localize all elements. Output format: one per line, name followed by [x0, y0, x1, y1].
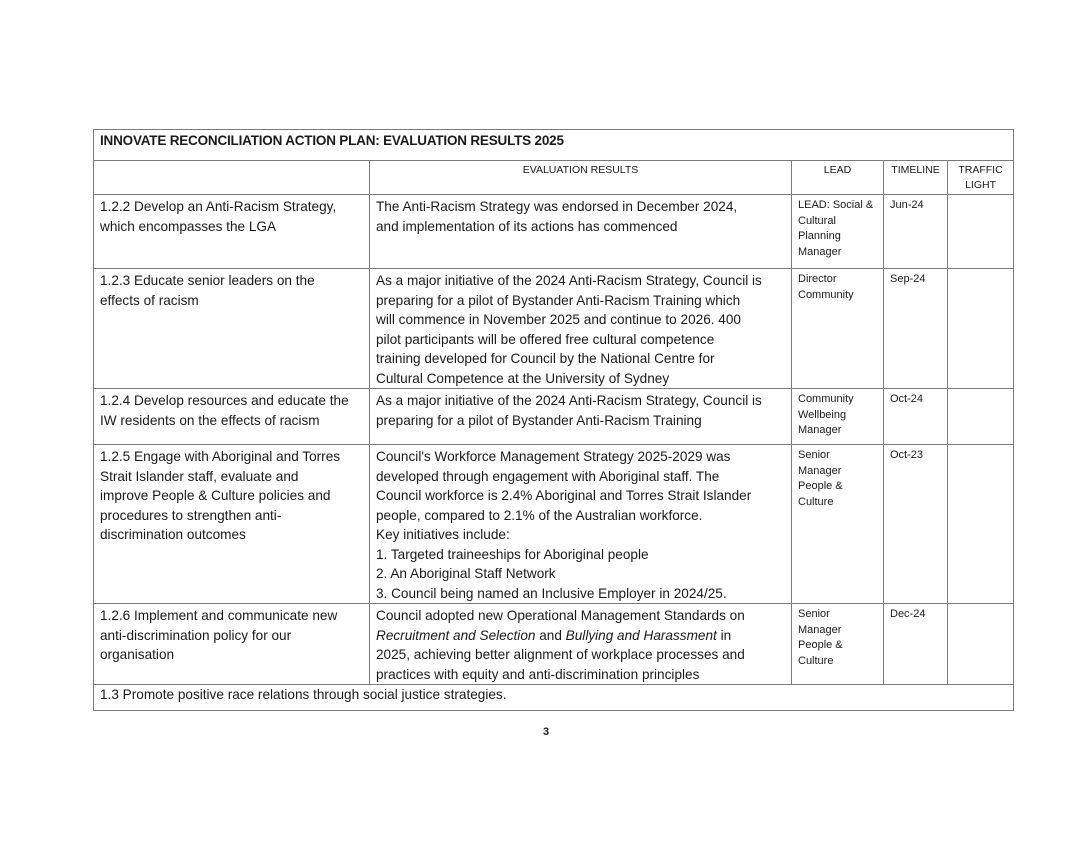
- lead-text: Senior: [798, 449, 830, 461]
- action-text: 1.2.4 Develop resources and educate the: [100, 393, 349, 408]
- result-text: As a major initiative of the 2024 Anti-Racism Strategy, Council is: [376, 393, 762, 408]
- lead-cell: [792, 604, 884, 685]
- result-cell: [370, 604, 792, 685]
- result-text: preparing for a pilot of Bystander Anti-Racism Training: [376, 412, 702, 428]
- timeline-cell: Dec-24: [884, 604, 948, 685]
- traffic-light-cell: [948, 195, 1014, 269]
- policy-name-italic: Bullying and Harassment: [565, 627, 717, 643]
- result-cell: [370, 389, 792, 445]
- lead-text: People &: [798, 480, 843, 493]
- lead-text: Manager: [798, 245, 842, 258]
- table-row: [94, 269, 1014, 389]
- lead-text: Culture: [798, 654, 834, 667]
- header-lead: LEAD: [792, 161, 884, 195]
- result-text: people, compared to 2.1% of the Australian workforce.: [376, 507, 703, 523]
- header-traffic-line2: LIGHT: [965, 179, 996, 191]
- evaluation-table: [93, 129, 1014, 711]
- result-text: practices with equity and anti-discrimination principles: [376, 666, 700, 682]
- lead-text: Senior: [798, 608, 830, 620]
- page-number: 3: [542, 726, 550, 738]
- action-text: discrimination outcomes: [100, 527, 246, 542]
- result-text: 1. Targeted traineeships for Aboriginal people: [376, 546, 649, 562]
- action-cell: [94, 389, 370, 445]
- table-title: INNOVATE RECONCILIATION ACTION PLAN: EVALUATION RESULTS 2025: [94, 130, 1014, 161]
- result-text: The Anti-Racism Strategy was endorsed in December 2024,: [376, 199, 738, 214]
- header-evaluation-results: EVALUATION RESULTS: [370, 161, 792, 195]
- action-text: organisation: [100, 647, 175, 662]
- footer-row: [94, 685, 1014, 711]
- result-text: Key initiatives include:: [376, 527, 510, 542]
- result-text: 3. Council being named an Inclusive Employer in 2024/25.: [376, 585, 727, 601]
- table-title-row: [94, 130, 1014, 161]
- traffic-light-cell: [948, 445, 1014, 604]
- lead-text: Manager: [798, 623, 842, 636]
- lead-cell: [792, 269, 884, 389]
- traffic-light-cell: [948, 604, 1014, 685]
- result-text: will commence in November 2025 and continue to 2026. 400: [376, 312, 741, 327]
- result-text: and: [535, 627, 566, 643]
- result-text: in: [716, 627, 732, 643]
- result-text: Council workforce is 2.4% Aboriginal and Torres Strait Islander: [376, 488, 752, 503]
- result-text-mixed: [376, 626, 785, 646]
- action-text: 1.2.2 Develop an Anti-Racism Strategy,: [100, 199, 337, 214]
- table-row: [94, 195, 1014, 269]
- result-text: Council's Workforce Management Strategy 2025-2029 was: [376, 449, 731, 464]
- lead-text: Community: [798, 393, 854, 405]
- action-cell: [94, 604, 370, 685]
- timeline-cell: Jun-24: [884, 195, 948, 269]
- result-text: developed through engagement with Aboriginal staff. The: [376, 468, 720, 484]
- lead-text: LEAD: Social &: [798, 199, 874, 211]
- lead-text: Planning: [798, 230, 841, 243]
- timeline-cell: Oct-23: [884, 445, 948, 604]
- result-text: 2. An Aboriginal Staff Network: [376, 566, 556, 581]
- action-cell: [94, 445, 370, 604]
- table-header-row: [94, 161, 1014, 195]
- action-text: anti-discrimination policy for our: [100, 627, 292, 643]
- lead-text: Wellbeing: [798, 408, 847, 421]
- lead-text: Community: [798, 288, 854, 301]
- result-text: Cultural Competence at the University of Sydney: [376, 370, 670, 386]
- result-cell: [370, 195, 792, 269]
- result-text: preparing for a pilot of Bystander Anti-Racism Training which: [376, 292, 741, 308]
- lead-cell: [792, 389, 884, 445]
- header-timeline: TIMELINE: [884, 161, 948, 195]
- result-text: and implementation of its actions has commenced: [376, 218, 678, 234]
- table-row: [94, 445, 1014, 604]
- table-row: [94, 389, 1014, 445]
- result-text: Council adopted new Operational Management Standards on: [376, 608, 745, 623]
- action-text: improve People & Culture policies and: [100, 488, 331, 503]
- traffic-light-cell: [948, 269, 1014, 389]
- result-text: 2025, achieving better alignment of workplace processes and: [376, 647, 745, 662]
- result-text: training developed for Council by the National Centre for: [376, 351, 715, 366]
- action-text: which encompasses the LGA: [100, 218, 277, 234]
- lead-cell: [792, 445, 884, 604]
- result-cell: [370, 269, 792, 389]
- table-row: [94, 604, 1014, 685]
- header-traffic-light: [948, 161, 1014, 195]
- result-text: pilot participants will be offered free cultural competence: [376, 331, 715, 347]
- header-traffic-line1: TRAFFIC: [958, 164, 1003, 176]
- lead-text: Cultural: [798, 214, 836, 227]
- result-cell: [370, 445, 792, 604]
- action-text: procedures to strengthen anti-: [100, 507, 282, 523]
- timeline-cell: Oct-24: [884, 389, 948, 445]
- lead-text: Culture: [798, 495, 834, 508]
- action-cell: [94, 269, 370, 389]
- action-text: 1.2.5 Engage with Aboriginal and Torres: [100, 449, 341, 464]
- policy-name-italic: Recruitment and Selection: [376, 627, 536, 643]
- action-cell: [94, 195, 370, 269]
- header-action-empty: [94, 161, 370, 195]
- action-text: IW residents on the effects of racism: [100, 412, 320, 428]
- lead-text: People &: [798, 639, 843, 652]
- action-text: 1.2.6 Implement and communicate new: [100, 608, 338, 623]
- section-footer-text: 1.3 Promote positive race relations through social justice strategies.: [94, 685, 1014, 711]
- lead-text: Director: [798, 273, 837, 285]
- lead-text: Manager: [798, 464, 842, 477]
- timeline-cell: Sep-24: [884, 269, 948, 389]
- action-text: Strait Islander staff, evaluate and: [100, 468, 299, 484]
- lead-text: Manager: [798, 424, 842, 437]
- lead-cell: [792, 195, 884, 269]
- traffic-light-cell: [948, 389, 1014, 445]
- result-text: As a major initiative of the 2024 Anti-Racism Strategy, Council is: [376, 273, 762, 288]
- action-text: 1.2.3 Educate senior leaders on the: [100, 273, 315, 288]
- action-text: effects of racism: [100, 292, 199, 308]
